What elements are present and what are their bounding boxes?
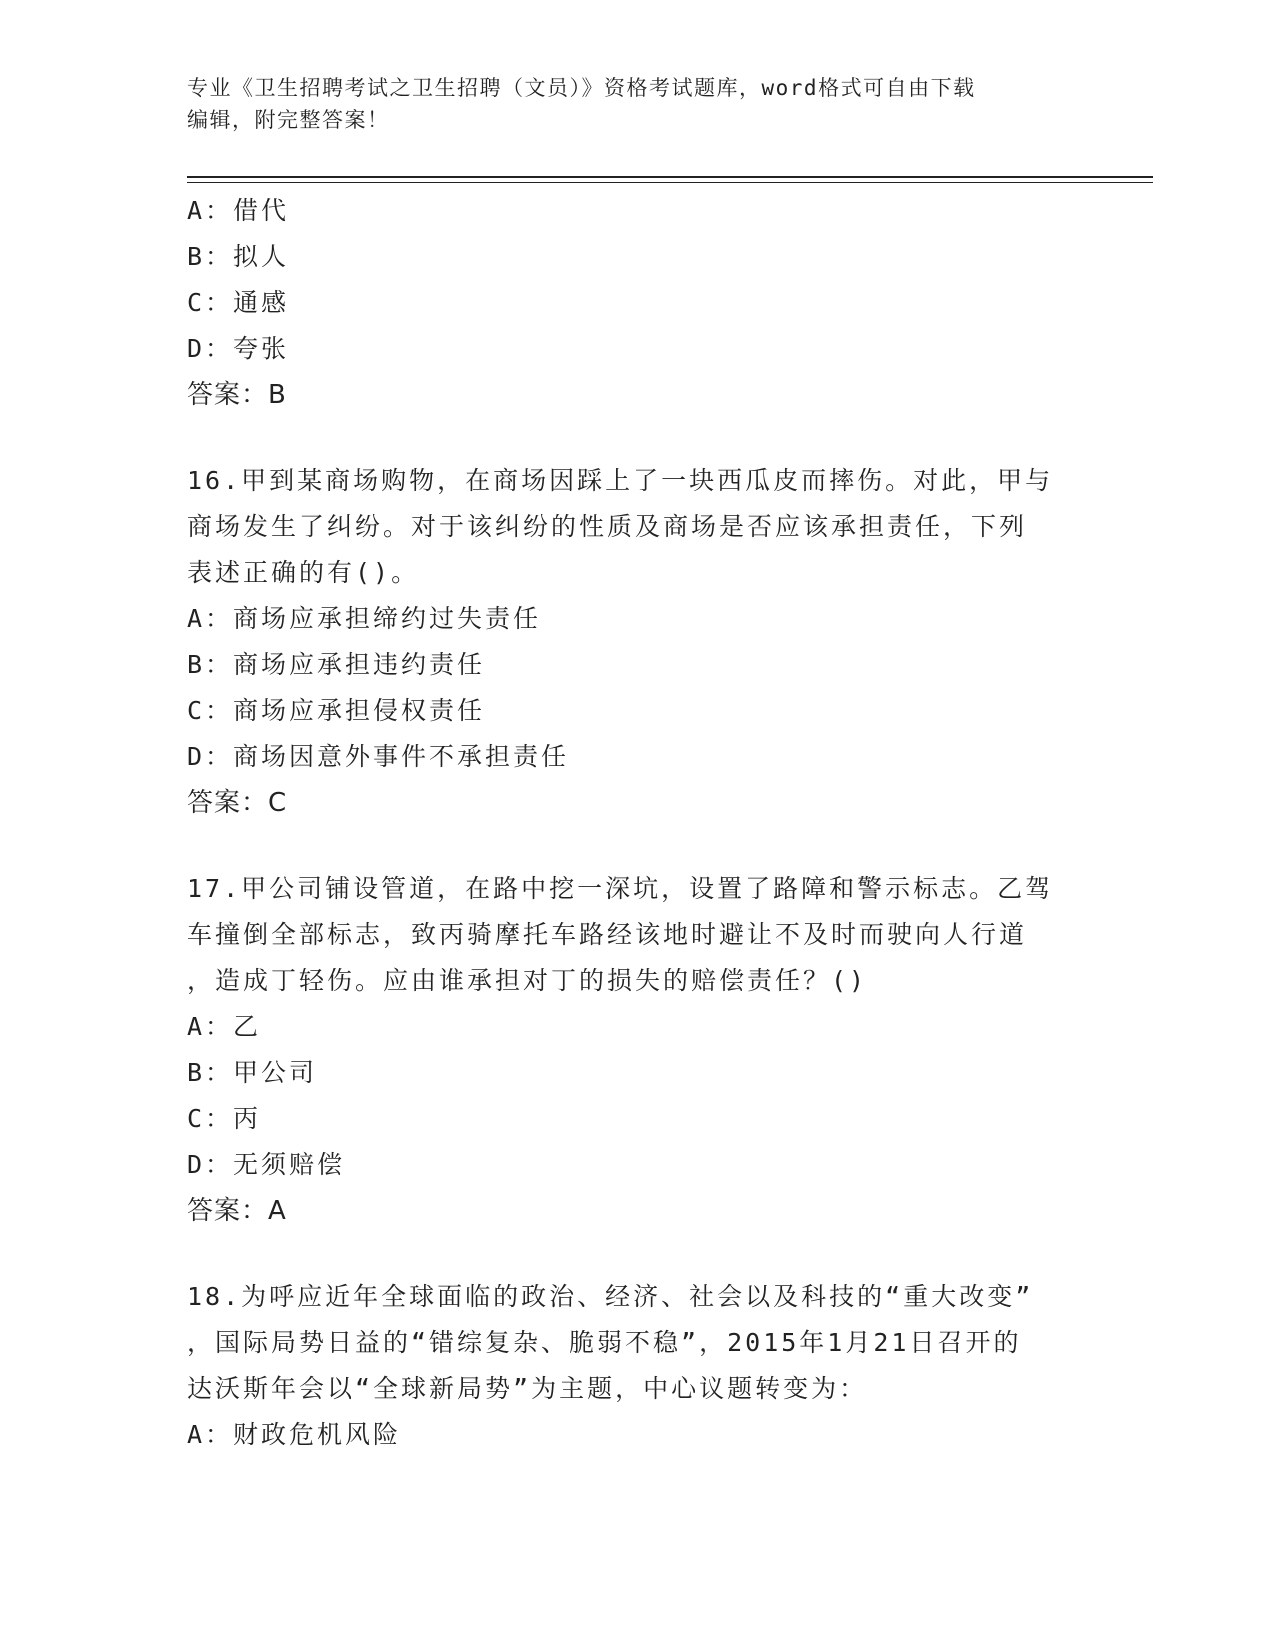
option-d: D：夸张	[187, 334, 290, 363]
question-list	[187, 188, 1107, 1458]
question-spacer	[187, 418, 1107, 458]
option-a: A：商场应承担缔约过失责任	[187, 604, 542, 633]
option-b: B：拟人	[187, 242, 290, 271]
question-18	[187, 1274, 1107, 1458]
option-a: A：财政危机风险	[187, 1420, 402, 1449]
question-stem-line: ，造成丁轻伤。应由谁承担对丁的损失的赔偿责任？()	[187, 966, 868, 995]
question-stem-line: 商场发生了纠纷。对于该纠纷的性质及商场是否应该承担责任，下列	[187, 512, 1028, 541]
header-divider-thin	[187, 182, 1153, 183]
option-b: B：商场应承担违约责任	[187, 650, 486, 679]
question-stem-line: 表述正确的有()。	[187, 558, 420, 587]
option-c: C：丙	[187, 1104, 262, 1133]
question-stem-line: ，国际局势日益的“错综复杂、脆弱不稳”，2015年1月21日召开的	[187, 1328, 1022, 1357]
question-spacer	[187, 1234, 1107, 1274]
question-stem-line: 18.为呼应近年全球面临的政治、经济、社会以及科技的“重大改变”	[187, 1282, 1034, 1311]
question-17	[187, 866, 1107, 1234]
option-d: D：商场因意外事件不承担责任	[187, 742, 570, 771]
option-a: A：乙	[187, 1012, 262, 1041]
question-spacer	[187, 826, 1107, 866]
header-line-2: 编辑，附完整答案！	[187, 108, 390, 132]
answer-key: 答案：B	[187, 380, 287, 410]
option-b: B：甲公司	[187, 1058, 318, 1087]
option-c: C：商场应承担侵权责任	[187, 696, 486, 725]
header-line-1: 专业《卫生招聘考试之卫生招聘（文员）》资格考试题库，word格式可自由下载	[187, 76, 976, 100]
document-header	[187, 72, 1087, 136]
option-a: A：借代	[187, 196, 290, 225]
question-stem-line: 16.甲到某商场购物，在商场因踩上了一块西瓜皮而摔伤。对此，甲与	[187, 466, 1054, 495]
header-divider-thick	[187, 176, 1153, 178]
question-stem-line: 17.甲公司铺设管道，在路中挖一深坑，设置了路障和警示标志。乙驾	[187, 874, 1054, 903]
answer-key: 答案：C	[187, 788, 288, 818]
question-16	[187, 458, 1107, 826]
question-15	[187, 188, 1107, 418]
option-d: D：无须赔偿	[187, 1150, 346, 1179]
answer-key: 答案：A	[187, 1196, 287, 1226]
question-stem-line: 达沃斯年会以“全球新局势”为主题，中心议题转变为：	[187, 1374, 868, 1403]
question-stem-line: 车撞倒全部标志，致丙骑摩托车路经该地时避让不及时而驶向人行道	[187, 920, 1028, 949]
option-c: C：通感	[187, 288, 290, 317]
